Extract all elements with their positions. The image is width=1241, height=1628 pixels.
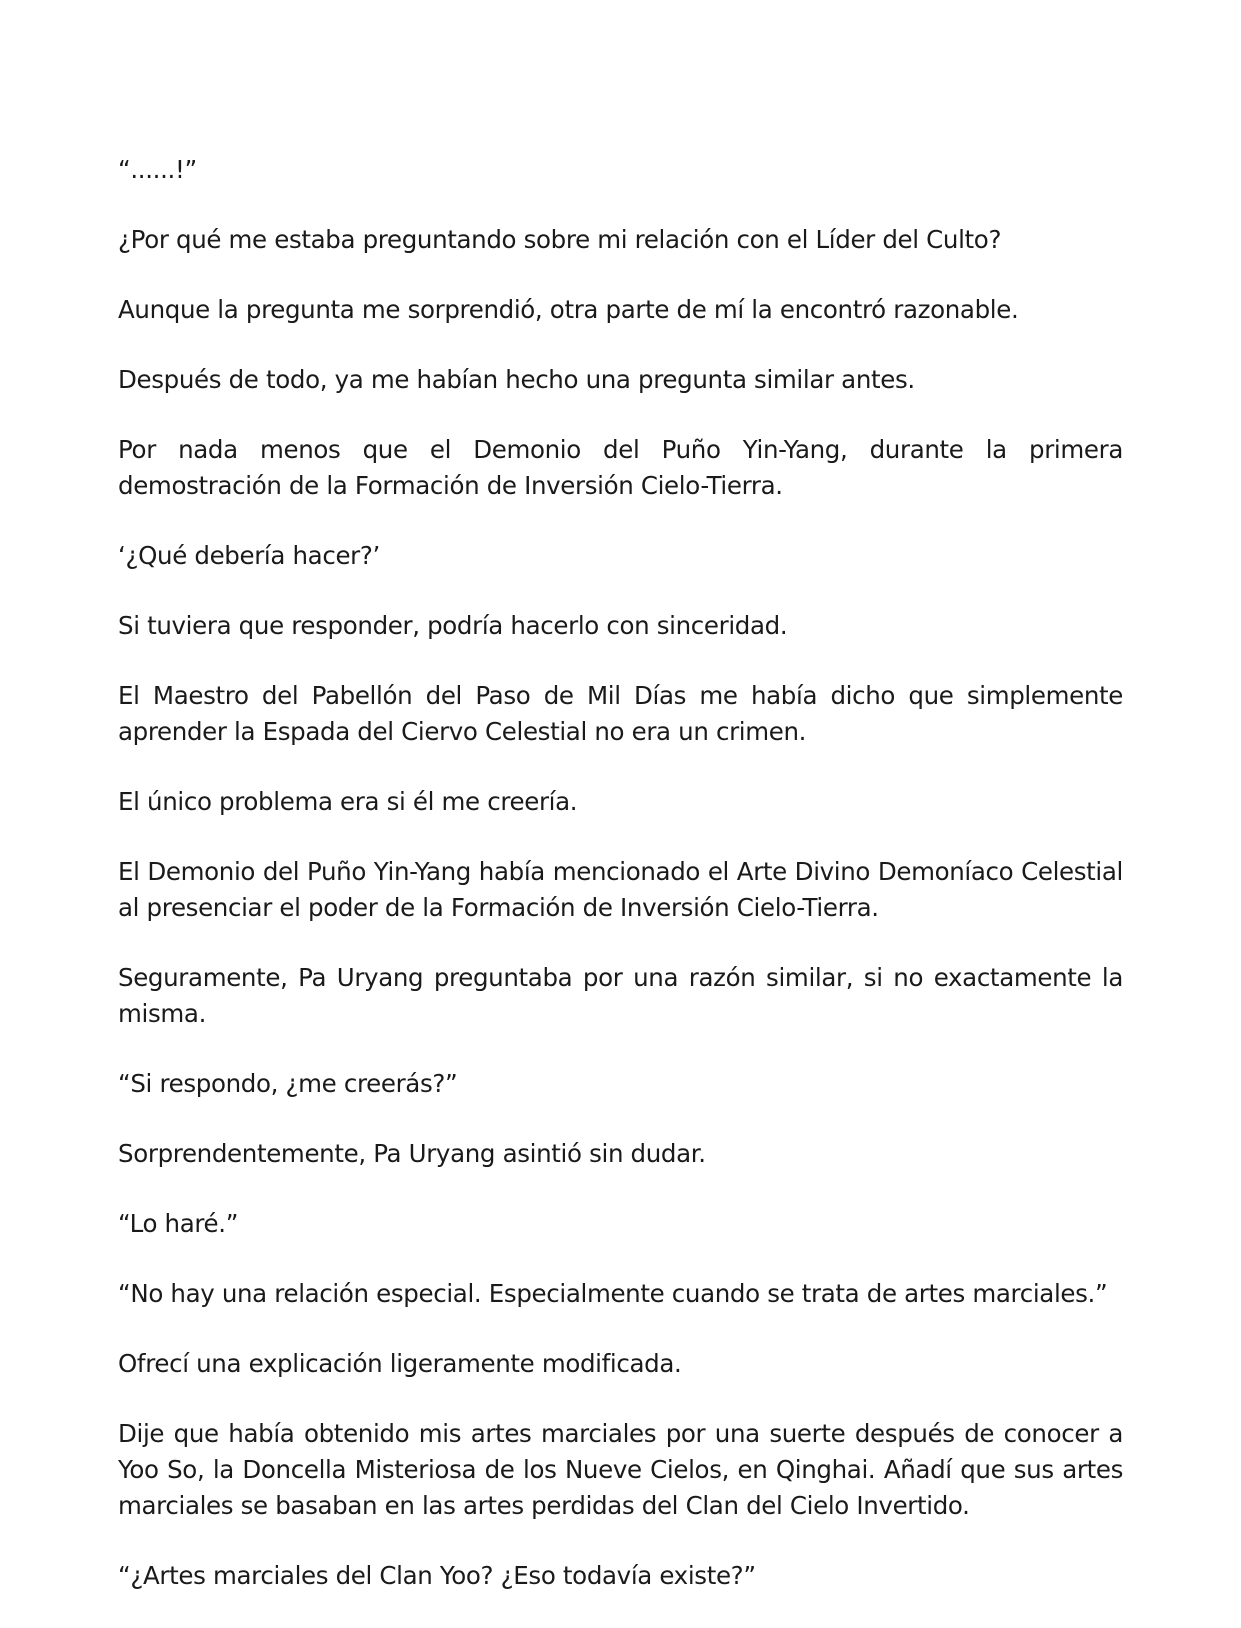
- paragraph-6: ‘¿Qué debería hacer?’: [118, 541, 380, 570]
- paragraph-18: “¿Artes marciales del Clan Yoo? ¿Eso todavía existe?”: [118, 1561, 756, 1590]
- paragraph-17: Dije que había obtenido mis artes marciales por una suerte después de conocer a Yoo So, la Doncella Misteriosa de los Nueve Cielos, en Qinghai. Añadí que sus artes marciales se basaban en las artes perdidas del Clan del Cielo Invertido.: [118, 1419, 1123, 1520]
- paragraph-5: Por nada menos que el Demonio del Puño Yin-Yang, durante la primera demostración de la Formación de Inversión Cielo-Tierra.: [118, 435, 1123, 500]
- paragraph-14: “Lo haré.”: [118, 1209, 239, 1238]
- paragraph-9: El único problema era si él me creería.: [118, 787, 578, 816]
- paragraph-7: Si tuviera que responder, podría hacerlo con sinceridad.: [118, 611, 788, 640]
- paragraph-11: Seguramente, Pa Uryang preguntaba por una razón similar, si no exactamente la misma.: [118, 963, 1123, 1028]
- paragraph-12: “Si respondo, ¿me creerás?”: [118, 1069, 458, 1098]
- paragraph-2: ¿Por qué me estaba preguntando sobre mi relación con el Líder del Culto?: [118, 225, 1002, 254]
- body-text: [118, 152, 1123, 1628]
- paragraph-10: El Demonio del Puño Yin-Yang había mencionado el Arte Divino Demoníaco Celestial al presenciar el poder de la Formación de Inversión Cielo-Tierra.: [118, 857, 1123, 922]
- paragraph-15: “No hay una relación especial. Especialmente cuando se trata de artes marciales.”: [118, 1279, 1108, 1308]
- paragraph-4: Después de todo, ya me habían hecho una pregunta similar antes.: [118, 365, 915, 394]
- paragraph-3: Aunque la pregunta me sorprendió, otra parte de mí la encontró razonable.: [118, 295, 1019, 324]
- paragraph-1: “......!”: [118, 155, 197, 184]
- paragraph-8: El Maestro del Pabellón del Paso de Mil Días me había dicho que simplemente aprender la Espada del Ciervo Celestial no era un crimen.: [118, 681, 1123, 746]
- paragraph-16: Ofrecí una explicación ligeramente modificada.: [118, 1349, 682, 1378]
- paragraph-13: Sorprendentemente, Pa Uryang asintió sin dudar.: [118, 1139, 706, 1168]
